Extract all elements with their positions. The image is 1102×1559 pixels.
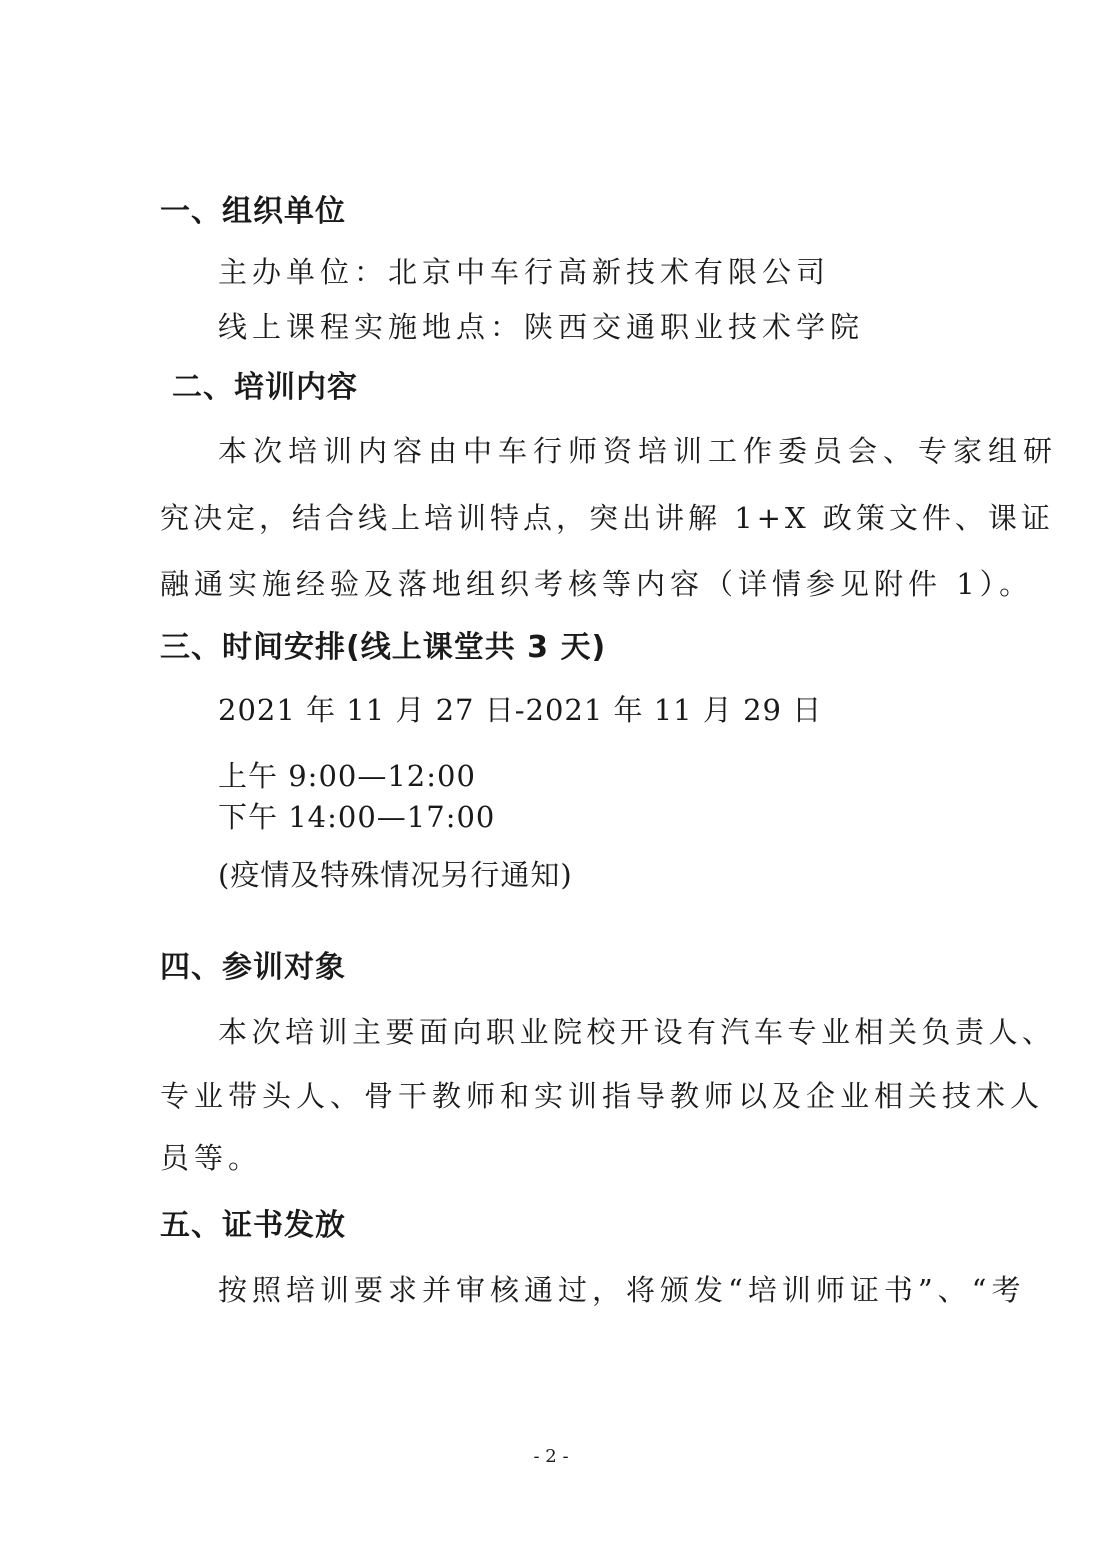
section-2-line-3: 融通实施经验及落地组织考核等内容（详情参见附件 1）。 — [160, 567, 1034, 601]
section-4-line-2: 专业带头人、骨干教师和实训指导教师以及企业相关技术人 — [160, 1079, 1045, 1113]
section-4-line-3: 员等。 — [160, 1141, 263, 1175]
section-2-line-2: 究决定，结合线上培训特点，突出讲解 1+X 政策文件、课证 — [160, 501, 1054, 535]
section-2-line-1: 本次培训内容由中车行师资培训工作委员会、专家组研 — [218, 434, 1059, 468]
section-3-heading: 三、时间安排(线上课堂共 3 天) — [160, 630, 607, 665]
section-4-heading: 四、参训对象 — [160, 950, 346, 985]
section-3-note: (疫情及特殊情况另行通知) — [218, 858, 573, 892]
page-number: - 2 - — [533, 1446, 569, 1467]
section-5-heading: 五、证书发放 — [160, 1208, 346, 1243]
section-1-line-1: 主办单位：北京中车行高新技术有限公司 — [218, 255, 831, 289]
section-1-line-2: 线上课程实施地点：陕西交通职业技术学院 — [218, 310, 865, 344]
section-5-line-1: 按照培训要求并审核通过，将颁发“培训师证书”、“考 — [218, 1273, 1026, 1307]
section-3-morning-time: 上午 9:00—12:00 — [218, 759, 476, 793]
section-2-heading: 二、培训内容 — [172, 370, 358, 405]
section-3-afternoon-time: 下午 14:00—17:00 — [218, 800, 496, 834]
section-3-date-range: 2021 年 11 月 27 日-2021 年 11 月 29 日 — [218, 693, 823, 727]
section-1-heading: 一、组织单位 — [160, 194, 346, 229]
section-4-line-1: 本次培训主要面向职业院校开设有汽车专业相关负责人、 — [218, 1015, 1056, 1049]
